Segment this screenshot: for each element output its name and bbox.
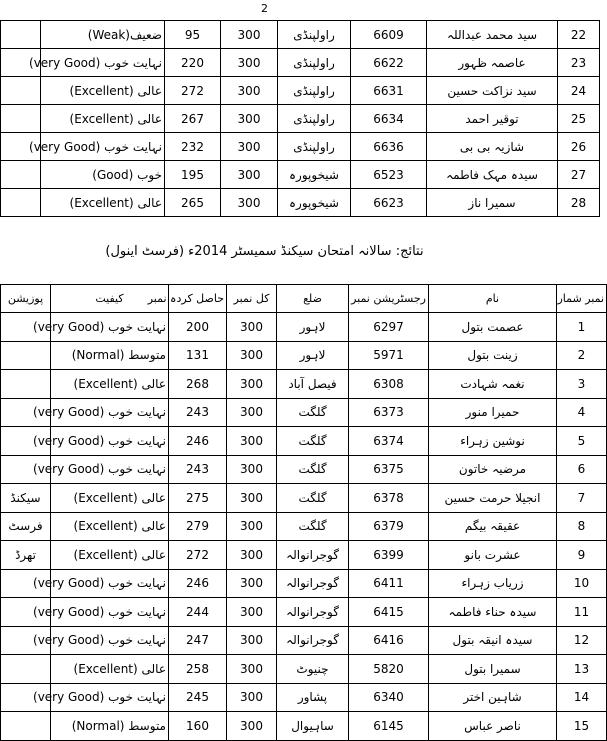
total-cell: 300 [227, 541, 277, 570]
name-cell: نغمہ شہادت [429, 370, 557, 399]
serial-cell: 22 [558, 21, 600, 49]
obtained-cell: 267 [165, 105, 221, 133]
position-cell: سیکنڈ [1, 484, 51, 513]
district-cell: لاہور [277, 341, 349, 370]
district-cell: ساہیوال [277, 712, 349, 741]
remarks-cell: عالی (Excellent) [51, 655, 169, 684]
total-cell: 300 [227, 313, 277, 342]
position-cell: تھرڈ [1, 541, 51, 570]
total-cell: 300 [227, 427, 277, 456]
total-cell: 300 [227, 655, 277, 684]
total-cell: 300 [221, 133, 278, 161]
table-row [1, 683, 607, 712]
obtained-cell: 243 [169, 455, 227, 484]
registration-cell: 6634 [351, 105, 427, 133]
remarks-cell: نہایت خوب (very Good) [51, 427, 169, 456]
registration-cell: 6623 [351, 189, 427, 217]
remarks-cell: متوسط (Normal) [51, 712, 169, 741]
table-row [1, 133, 600, 161]
table-row [1, 161, 600, 189]
total-cell: 300 [227, 569, 277, 598]
registration-cell: 6340 [349, 683, 429, 712]
serial-cell: 10 [557, 569, 607, 598]
name-cell: سیدہ حناء فاطمہ [429, 598, 557, 627]
table-row [1, 455, 607, 484]
remarks-cell: نہایت خوب (very Good) [51, 313, 169, 342]
district-cell: گلگت [277, 512, 349, 541]
total-cell: 300 [227, 683, 277, 712]
remarks-cell: متوسط (Normal) [51, 341, 169, 370]
serial-cell: 26 [558, 133, 600, 161]
obtained-cell: 247 [169, 626, 227, 655]
serial-cell: 2 [557, 341, 607, 370]
table-row [1, 49, 600, 77]
registration-cell: 6374 [349, 427, 429, 456]
obtained-cell: 265 [165, 189, 221, 217]
remarks-cell: خوب (Good) [41, 161, 165, 189]
registration-cell: 6145 [349, 712, 429, 741]
remarks-cell: نہایت خوب (very Good) [41, 133, 165, 161]
total-cell: 300 [227, 598, 277, 627]
position-cell [1, 21, 41, 49]
table-row [1, 398, 607, 427]
district-cell: راولپنڈی [278, 133, 351, 161]
table-row [1, 512, 607, 541]
registration-cell: 6373 [349, 398, 429, 427]
district-cell: لاہور [277, 313, 349, 342]
obtained-cell: 268 [169, 370, 227, 399]
remarks-cell: عالی (Excellent) [41, 105, 165, 133]
serial-cell: 28 [558, 189, 600, 217]
serial-cell: 5 [557, 427, 607, 456]
registration-cell: 6378 [349, 484, 429, 513]
district-cell: فیصل آباد [277, 370, 349, 399]
serial-cell: 1 [557, 313, 607, 342]
header-district: ضلع [277, 285, 349, 313]
obtained-cell: 272 [169, 541, 227, 570]
total-cell: 300 [227, 341, 277, 370]
name-cell: سید محمد عبداللہ [427, 21, 558, 49]
results-title: نتائج: سالانہ امتحان سیکنڈ سمیسٹر 2014ء (فرسٹ اینول) [105, 244, 424, 259]
name-cell: سمیرا ناز [427, 189, 558, 217]
serial-cell: 15 [557, 712, 607, 741]
position-cell [1, 105, 41, 133]
name-cell: انجیلا حرمت حسین [429, 484, 557, 513]
table-row [1, 313, 607, 342]
position-cell [1, 77, 41, 105]
remarks-cell: نہایت خوب (very Good) [51, 455, 169, 484]
obtained-cell: 245 [169, 683, 227, 712]
district-cell: شیخوپورہ [278, 189, 351, 217]
registration-cell: 6308 [349, 370, 429, 399]
name-cell: زینت بتول [429, 341, 557, 370]
obtained-cell: 220 [165, 49, 221, 77]
serial-cell: 8 [557, 512, 607, 541]
obtained-cell: 244 [169, 598, 227, 627]
serial-cell: 4 [557, 398, 607, 427]
district-cell: چنیوٹ [277, 655, 349, 684]
table-row [1, 341, 607, 370]
district-cell: گوجرانوالہ [277, 598, 349, 627]
total-cell: 300 [227, 712, 277, 741]
obtained-cell: 131 [169, 341, 227, 370]
district-cell: گوجرانوالہ [277, 541, 349, 570]
name-cell: زریاب زہراء [429, 569, 557, 598]
total-cell: 300 [221, 77, 278, 105]
district-cell: شیخوپورہ [278, 161, 351, 189]
name-cell: مرضیہ خاتون [429, 455, 557, 484]
district-cell: گلگت [277, 455, 349, 484]
header-remarks: کیفیت [51, 285, 169, 313]
obtained-cell: 200 [169, 313, 227, 342]
registration-cell: 6415 [349, 598, 429, 627]
name-cell: عشرت بانو [429, 541, 557, 570]
district-cell: راولپنڈی [278, 49, 351, 77]
remarks-cell: عالی (Excellent) [51, 512, 169, 541]
total-cell: 300 [221, 189, 278, 217]
obtained-cell: 275 [169, 484, 227, 513]
district-cell: گوجرانوالہ [277, 569, 349, 598]
remarks-cell: عالی (Excellent) [41, 77, 165, 105]
serial-cell: 7 [557, 484, 607, 513]
table-row [1, 626, 607, 655]
name-cell: شازیہ بی بی [427, 133, 558, 161]
results-table [0, 284, 607, 741]
remarks-cell: نہایت خوب (very Good) [51, 683, 169, 712]
remarks-cell: عالی (Excellent) [51, 370, 169, 399]
obtained-cell: 258 [169, 655, 227, 684]
serial-cell: 14 [557, 683, 607, 712]
total-cell: 300 [221, 105, 278, 133]
obtained-cell: 279 [169, 512, 227, 541]
remarks-cell: عالی (Excellent) [51, 484, 169, 513]
total-cell: 300 [227, 626, 277, 655]
remarks-cell: نہایت خوب (very Good) [51, 398, 169, 427]
serial-cell: 11 [557, 598, 607, 627]
registration-cell: 5820 [349, 655, 429, 684]
registration-cell: 6399 [349, 541, 429, 570]
remarks-cell: ضعیف(Weak) [41, 21, 165, 49]
remarks-cell: نہایت خوب (very Good) [51, 569, 169, 598]
table-row [1, 189, 600, 217]
header-position: پوزیشن [1, 285, 51, 313]
total-cell: 300 [227, 370, 277, 399]
table-row [1, 541, 607, 570]
registration-cell: 6297 [349, 313, 429, 342]
name-cell: سیدہ مہک فاطمہ [427, 161, 558, 189]
total-cell: 300 [227, 512, 277, 541]
registration-cell: 6416 [349, 626, 429, 655]
obtained-cell: 95 [165, 21, 221, 49]
name-cell: سیدہ انیقہ بتول [429, 626, 557, 655]
serial-cell: 13 [557, 655, 607, 684]
registration-cell: 6636 [351, 133, 427, 161]
table-row [1, 105, 600, 133]
obtained-cell: 232 [165, 133, 221, 161]
name-cell: عصمت بتول [429, 313, 557, 342]
serial-cell: 12 [557, 626, 607, 655]
obtained-cell: 243 [169, 398, 227, 427]
position-cell [1, 712, 51, 741]
total-cell: 300 [227, 484, 277, 513]
total-cell: 300 [227, 455, 277, 484]
name-cell: عاصمہ ظہور [427, 49, 558, 77]
serial-cell: 25 [558, 105, 600, 133]
position-cell [1, 655, 51, 684]
obtained-cell: 195 [165, 161, 221, 189]
district-cell: گلگت [277, 484, 349, 513]
district-cell: راولپنڈی [278, 21, 351, 49]
table-row [1, 655, 607, 684]
name-cell: نوشین زہراء [429, 427, 557, 456]
registration-cell: 6631 [351, 77, 427, 105]
position-cell [1, 189, 41, 217]
registration-cell: 6523 [351, 161, 427, 189]
serial-cell: 6 [557, 455, 607, 484]
remarks-cell: عالی (Excellent) [51, 541, 169, 570]
obtained-cell: 272 [165, 77, 221, 105]
table-row [1, 569, 607, 598]
table-row [1, 484, 607, 513]
registration-cell: 6375 [349, 455, 429, 484]
total-cell: 300 [221, 49, 278, 77]
remarks-cell: نہایت خوب (very Good) [51, 598, 169, 627]
serial-cell: 23 [558, 49, 600, 77]
remarks-cell: نہایت خوب (very Good) [51, 626, 169, 655]
results-table-continued [0, 20, 600, 217]
name-cell: سید نزاکت حسین [427, 77, 558, 105]
district-cell: گوجرانوالہ [277, 626, 349, 655]
table-row [1, 712, 607, 741]
registration-cell: 6379 [349, 512, 429, 541]
name-cell: سمیرا بتول [429, 655, 557, 684]
obtained-cell: 160 [169, 712, 227, 741]
registration-cell: 6411 [349, 569, 429, 598]
table-row [1, 77, 600, 105]
total-cell: 300 [221, 21, 278, 49]
name-cell: عقیقہ بیگم [429, 512, 557, 541]
name-cell: توقیر احمد [427, 105, 558, 133]
page-number: 2 [261, 2, 268, 15]
table-row [1, 21, 600, 49]
total-cell: 300 [227, 398, 277, 427]
district-cell: راولپنڈی [278, 77, 351, 105]
header-registration: رجسٹریشن نمبر [349, 285, 429, 313]
header-serial: نمبر شمار [557, 285, 607, 313]
district-cell: گلگت [277, 398, 349, 427]
registration-cell: 6622 [351, 49, 427, 77]
name-cell: حمیرا منور [429, 398, 557, 427]
position-cell [1, 161, 41, 189]
remarks-cell: عالی (Excellent) [41, 189, 165, 217]
serial-cell: 3 [557, 370, 607, 399]
header-obtained: حاصل کردہ نمبر [169, 285, 227, 313]
obtained-cell: 246 [169, 569, 227, 598]
serial-cell: 27 [558, 161, 600, 189]
table-row [1, 370, 607, 399]
total-cell: 300 [221, 161, 278, 189]
name-cell: ناصر عباس [429, 712, 557, 741]
position-cell [1, 370, 51, 399]
serial-cell: 9 [557, 541, 607, 570]
position-cell: فرسٹ [1, 512, 51, 541]
remarks-cell: نہایت خوب (very Good) [41, 49, 165, 77]
name-cell: شاہین اختر [429, 683, 557, 712]
header-name: نام [429, 285, 557, 313]
registration-cell: 6609 [351, 21, 427, 49]
table-row [1, 427, 607, 456]
district-cell: راولپنڈی [278, 105, 351, 133]
district-cell: گلگت [277, 427, 349, 456]
header-total: کل نمبر [227, 285, 277, 313]
registration-cell: 5971 [349, 341, 429, 370]
district-cell: پشاور [277, 683, 349, 712]
serial-cell: 24 [558, 77, 600, 105]
position-cell [1, 341, 51, 370]
table-row [1, 598, 607, 627]
header-row [1, 285, 607, 313]
obtained-cell: 246 [169, 427, 227, 456]
